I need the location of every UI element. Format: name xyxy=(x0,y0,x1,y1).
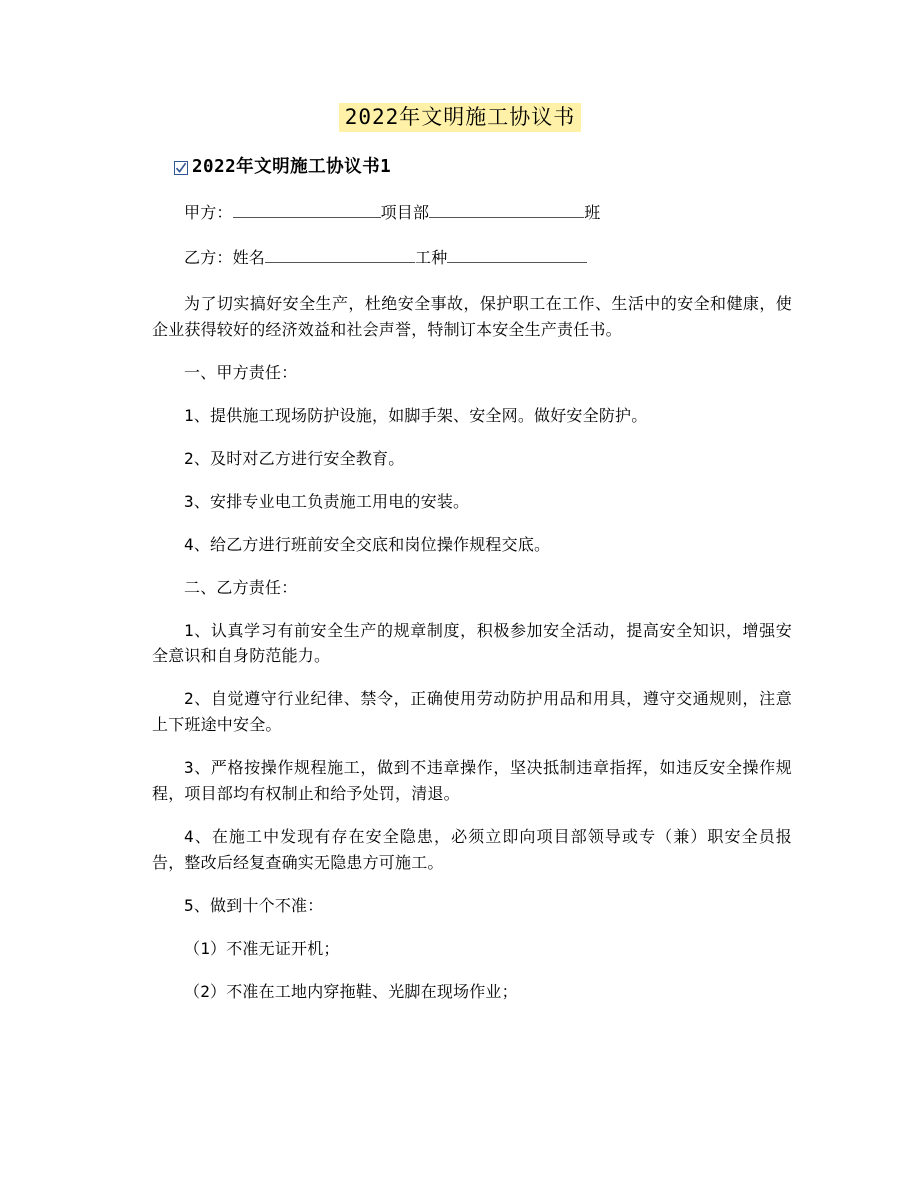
field-party-b-blank-1[interactable] xyxy=(265,246,415,263)
paragraph-b-5-item-1: （1）不准无证开机； xyxy=(184,938,340,958)
field-party-b-label: 乙方：姓名 xyxy=(184,248,266,268)
document-body xyxy=(152,155,792,1022)
section-heading-label: 2022年文明施工协议书1 xyxy=(192,157,392,177)
paragraph-a-1: 1、提供施工现场防护设施，如脚手架、安全网。做好安全防护。 xyxy=(184,406,648,426)
paragraph-b-3: 3、严格按操作规程施工，做到不违章操作，坚决抵制违章指挥，如违反安全操作规程，项目部均有权制止和给予处罚，清退。 xyxy=(152,758,792,804)
paragraph-section-a-title: 一、甲方责任： xyxy=(184,363,298,383)
field-party-a-blank-1[interactable] xyxy=(233,201,381,218)
paragraph-b-1: 1、认真学习有前安全生产的规章制度，积极参加安全活动，提高安全知识，增强安全意识和自身防范能力。 xyxy=(152,620,792,666)
paragraph-a-2: 2、及时对乙方进行安全教育。 xyxy=(184,448,405,468)
paragraph-a-4: 4、给乙方进行班前安全交底和岗位操作规程交底。 xyxy=(184,534,551,554)
paragraph-b-5: 5、做到十个不准： xyxy=(184,895,324,915)
paragraph-section-b-title: 二、乙方责任： xyxy=(184,577,298,597)
field-party-a-label: 甲方： xyxy=(184,202,233,222)
page-title-text: 2022年文明施工协议书 xyxy=(339,103,582,132)
paragraph-intro: 为了切实搞好安全生产，杜绝安全事故，保护职工在工作、生活中的安全和健康，使企业获得较好的经济效益和社会声誉，特制订本安全生产责任书。 xyxy=(152,294,792,340)
field-party-b xyxy=(152,245,792,271)
paragraph-a-3: 3、安排专业电工负责施工用电的安装。 xyxy=(184,491,470,511)
section-heading xyxy=(174,155,792,180)
field-party-b-mid: 工种 xyxy=(415,248,448,268)
field-party-a-end: 班 xyxy=(584,202,601,222)
paragraph-b-4: 4、在施工中发现有存在安全隐患，必须立即向项目部领导或专（兼）职安全员报告，整改后经复查确实无隐患方可施工。 xyxy=(152,827,792,872)
paragraph-b-5-item-2: （2）不准在工地内穿拖鞋、光脚在现场作业； xyxy=(184,981,518,1001)
field-party-a-blank-2[interactable] xyxy=(429,201,584,218)
field-party-a-mid: 项目部 xyxy=(380,202,430,222)
field-party-a xyxy=(152,200,792,226)
field-party-b-blank-2[interactable] xyxy=(447,246,587,263)
checkbox-checked-icon xyxy=(174,161,188,175)
page-title xyxy=(0,104,920,131)
paragraph-b-2: 2、自觉遵守行业纪律、禁令，正确使用劳动防护用品和用具，遵守交通规则，注意上下班途中安全。 xyxy=(152,689,792,735)
